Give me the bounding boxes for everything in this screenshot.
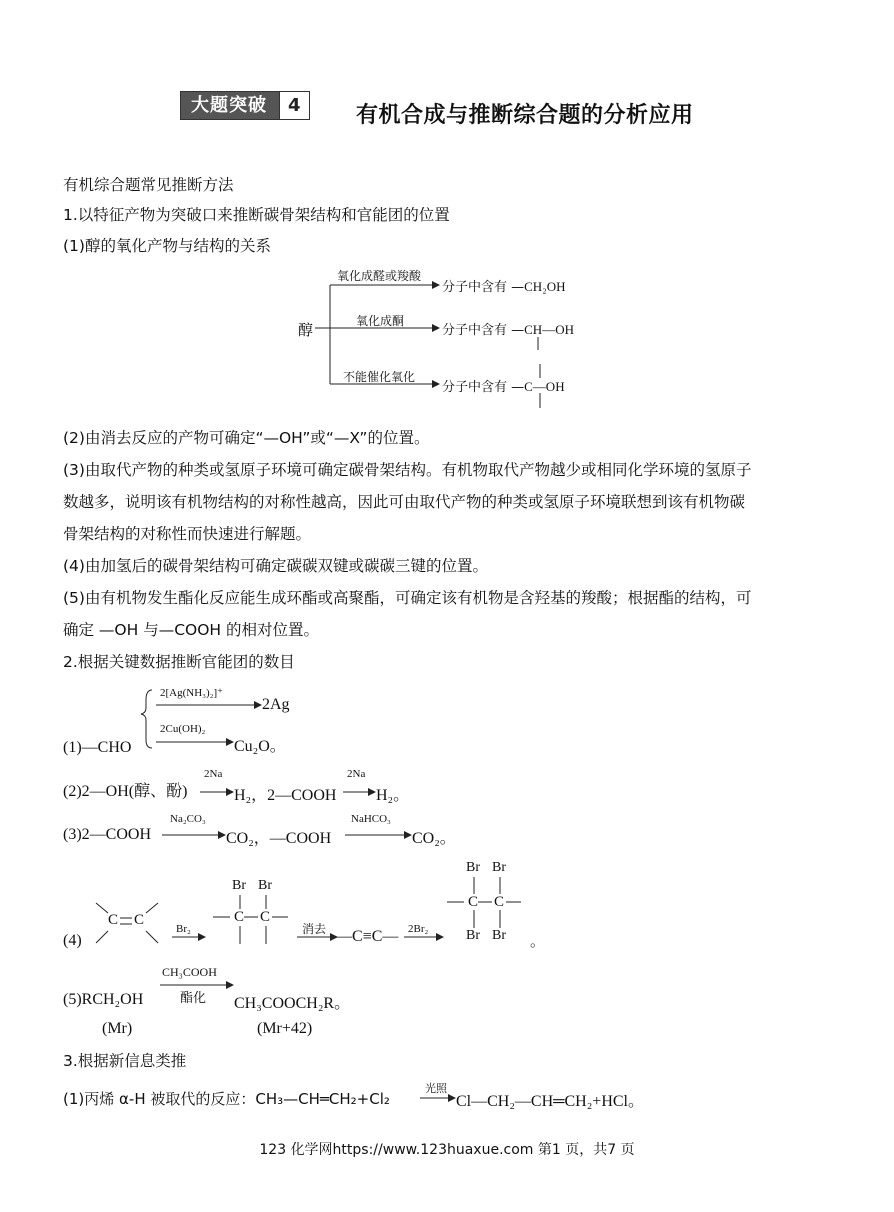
esterification-reagent: CH₃COOH <box>162 965 217 979</box>
section-1-heading: 1.以特征产物为突破口来推断碳骨架结构和官能团的位置 <box>63 206 450 224</box>
section-2-heading: 2.根据关键数据推断官能团的数目 <box>63 653 295 671</box>
badge-label: 大题突破 <box>181 92 279 119</box>
cooh-carbonate-left: (3)2—COOH <box>63 826 151 843</box>
cho-product-ag: 2Ag <box>262 696 290 713</box>
branch-2-result: 分子中含有 —CH—OH <box>442 322 574 338</box>
item-1-3-line-a: (3)由取代产物的种类或氢原子环境可确定碳骨架结构。有机物取代产物越少或相同化学环境的氢原子 <box>63 461 752 479</box>
branch-3-condition: 不能催化氧化 <box>343 370 416 384</box>
oh-na-product: H₂，2—COOH <box>234 787 337 804</box>
cooh-na-product: H₂。 <box>376 787 410 804</box>
second-bromination-reagent: 2Br₂ <box>408 923 429 935</box>
bicarbonate-product: CO₂。 <box>412 830 456 847</box>
oh-na-left: (2)2—OH(醇、酚) <box>63 783 188 800</box>
item-1-1: (1)醇的氧化产物与结构的关系 <box>63 237 271 255</box>
item-1-4: (4)由加氢后的碳骨架结构可确定碳碳双键或碳碳三键的位置。 <box>63 557 488 575</box>
tetrabromide-br2: Br <box>492 860 506 875</box>
item-1-5-line-a: (5)由有机物发生酯化反应能生成环酯或高聚酯，可确定该有机物是含羟基的羧酸；根据酯的结构，可 <box>63 589 752 607</box>
esterification-product: CH₃COOCH₂R。 <box>234 995 351 1012</box>
carbonate-product: CO₂，—COOH <box>226 830 332 847</box>
propene-reaction-product: Cl—CH₂—CH═CH₂+HCl。 <box>456 1093 644 1110</box>
tetrabromide-br4: Br <box>492 928 506 943</box>
alkyne-end: 。 <box>530 932 546 950</box>
oh-na-reagent: 2Na <box>204 768 223 780</box>
cooh-na-reagent: 2Na <box>347 768 366 780</box>
tetrabromide-c2: C <box>494 894 505 910</box>
branch-1-condition: 氧化成醛或羧酸 <box>337 269 422 283</box>
dibromide-br2: Br <box>258 878 272 893</box>
badge-number: 4 <box>279 92 309 119</box>
bicarbonate-reagent: NaHCO₃ <box>351 813 391 825</box>
dibromide-c1: C <box>234 909 245 925</box>
dibromide-br1: Br <box>232 878 246 893</box>
mass-left: (Mr) <box>102 1020 133 1037</box>
item-1-5-line-b: 确定 —OH 与—COOH 的相对位置。 <box>63 621 320 639</box>
branch-3-result: 分子中含有 —C—OH <box>442 379 565 395</box>
branch-1-result: 分子中含有 —CH₂OH <box>442 279 566 295</box>
alkene-label: (4) <box>63 932 82 949</box>
branch-2-condition: 氧化成酮 <box>356 314 405 328</box>
item-1-3-line-c: 骨架结构的对称性而快速进行解题。 <box>63 525 312 543</box>
page-footer: 123 化学网https://www.123huaxue.com 第1 页，共7 页 <box>259 1142 635 1158</box>
elimination-reagent: 消去 <box>302 922 327 936</box>
page-title: 有机合成与推断综合题的分析应用 <box>356 103 694 128</box>
cho-product-cu2o: Cu₂O。 <box>234 738 286 755</box>
propene-reaction-left: (1)丙烯 α-H 被取代的反应：CH₃—CH═CH₂+Cl₂ <box>63 1090 390 1108</box>
cho-reagent-tollens: 2[Ag(NH₃)₂]⁺ <box>160 687 223 699</box>
alkyne: —C≡C— <box>336 928 399 945</box>
propene-reaction-condition: 光照 <box>425 1082 447 1095</box>
cho-label: (1)—CHO <box>63 739 132 756</box>
alkene-c1: C <box>108 912 119 928</box>
intro-line: 有机综合题常见推断方法 <box>63 176 234 194</box>
tetrabromide-c1: C <box>468 894 479 910</box>
section-3-heading: 3.根据新信息类推 <box>63 1052 187 1070</box>
bromination-reagent: Br₂ <box>176 923 191 935</box>
mass-right: (Mr+42) <box>257 1020 313 1037</box>
tetrabromide-br1: Br <box>466 860 480 875</box>
cho-reagent-cuoh: 2Cu(OH)₂ <box>160 723 206 735</box>
item-1-2: (2)由消去反应的产物可确定“—OH”或“—X”的位置。 <box>63 429 430 447</box>
esterification-left: (5)RCH₂OH <box>63 991 144 1008</box>
tetrabromide-br3: Br <box>466 928 480 943</box>
alcohol-root: 醇 <box>298 321 314 339</box>
carbonate-reagent: Na₂CO₃ <box>170 813 206 825</box>
esterification-condition: 酯化 <box>180 991 207 1006</box>
dibromide-c2: C <box>260 909 271 925</box>
alkene-c2: C <box>134 912 145 928</box>
item-1-3-line-b: 数越多，说明该有机物结构的对称性越高，因此可由取代产物的种类或氢原子环境联想到该有机物碳 <box>63 493 746 511</box>
